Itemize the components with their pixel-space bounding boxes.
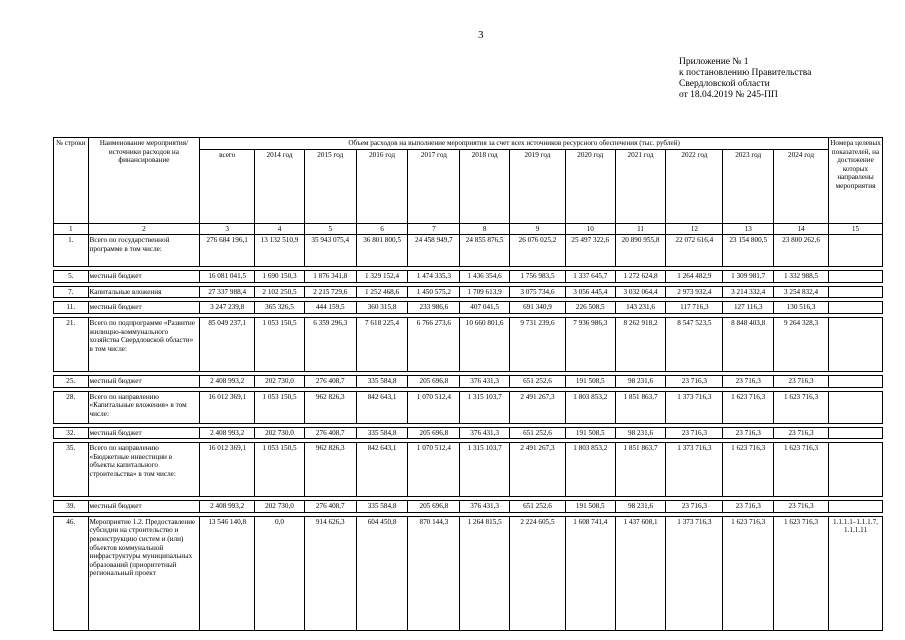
row-value: 1 803 853,2 xyxy=(565,443,615,497)
row-value: 23 716,3 xyxy=(774,375,829,387)
row-value: 1 803 853,2 xyxy=(565,391,615,423)
row-targets xyxy=(829,317,883,371)
row-targets xyxy=(829,271,883,283)
row-value: 1 623 716,3 xyxy=(774,443,829,497)
row-value: 3 247 239,8 xyxy=(200,302,255,314)
row-value: 2 408 993,2 xyxy=(200,427,255,439)
row-targets xyxy=(829,302,883,314)
row-value: 23 716,3 xyxy=(666,375,723,387)
row-value: 226 508,5 xyxy=(565,302,615,314)
row-name: Всего по государственной программе в том числе: xyxy=(88,235,200,267)
row-value: 191 508,5 xyxy=(565,427,615,439)
column-index: 15 xyxy=(829,223,883,235)
row-value: 202 730,0 xyxy=(255,427,305,439)
row-name: Всего по направлению «Бюджетные инвестиции в объекты капитального строительства» в том числе: xyxy=(88,443,200,497)
row-value: 842 643,1 xyxy=(356,443,408,497)
row-value: 1 053 150,5 xyxy=(255,391,305,423)
row-value: 962 826,3 xyxy=(304,443,356,497)
row-value: 13 132 510,9 xyxy=(255,235,305,267)
table-row xyxy=(54,235,883,267)
row-value: 1 332 988,5 xyxy=(774,271,829,283)
row-name: Всего по направлению «Капитальные вложения» в том числе: xyxy=(88,391,200,423)
row-value: 365 326,5 xyxy=(255,302,305,314)
column-index: 12 xyxy=(666,223,723,235)
row-number: 7. xyxy=(54,286,89,298)
row-value: 276 684 196,1 xyxy=(200,235,255,267)
row-name: местный бюджет xyxy=(88,501,200,513)
row-value: 1 623 716,3 xyxy=(774,516,829,630)
table-row xyxy=(54,317,883,371)
column-index-row xyxy=(54,223,883,235)
expenditure-table xyxy=(53,137,883,631)
row-value: 205 696,8 xyxy=(408,501,460,513)
row-value: 2 102 250,5 xyxy=(255,286,305,298)
appendix-line: Приложение № 1 xyxy=(679,57,749,67)
row-value: 36 801 800,5 xyxy=(356,235,408,267)
column-index: 2 xyxy=(88,223,200,235)
row-value: 914 626,3 xyxy=(304,516,356,630)
row-value: 23 716,3 xyxy=(774,427,829,439)
row-value: 376 431,3 xyxy=(460,427,510,439)
column-index: 11 xyxy=(615,223,666,235)
row-value: 23 716,3 xyxy=(666,501,723,513)
row-targets xyxy=(829,443,883,497)
row-targets xyxy=(829,375,883,387)
row-value: 1 373 716,3 xyxy=(666,443,723,497)
row-value: 7 618 225,4 xyxy=(356,317,408,371)
row-value: 233 986,6 xyxy=(408,302,460,314)
row-value: 870 144,3 xyxy=(408,516,460,630)
row-value: 335 584,8 xyxy=(356,427,408,439)
row-value: 23 716,3 xyxy=(666,427,723,439)
column-index: 13 xyxy=(723,223,774,235)
row-name: местный бюджет xyxy=(88,302,200,314)
row-targets xyxy=(829,286,883,298)
table-row xyxy=(54,286,883,298)
page-number: 3 xyxy=(478,29,484,41)
header-year: 2014 год xyxy=(255,149,305,223)
row-value: 23 716,3 xyxy=(723,375,774,387)
row-value: 2 408 993,2 xyxy=(200,375,255,387)
row-value: 1 373 716,3 xyxy=(666,516,723,630)
row-value: 2 973 932,4 xyxy=(666,286,723,298)
row-value: 376 431,3 xyxy=(460,501,510,513)
row-value: 9 264 328,3 xyxy=(774,317,829,371)
row-number: 32. xyxy=(54,427,89,439)
row-value: 1 623 716,3 xyxy=(723,516,774,630)
column-index: 4 xyxy=(255,223,305,235)
column-index: 14 xyxy=(774,223,829,235)
header-targets: Номера целевых показателей, на достижение которых направлены мероприятия xyxy=(829,138,883,224)
row-value: 23 154 800,5 xyxy=(723,235,774,267)
header-name: Наименование мероприятия/ источники расходов на финансирование xyxy=(88,138,200,224)
table-row xyxy=(54,302,883,314)
row-value: 1 437 608,1 xyxy=(615,516,666,630)
header-year: 2022 год xyxy=(666,149,723,223)
row-value: 127 116,3 xyxy=(723,302,774,314)
row-value: 98 231,6 xyxy=(615,427,666,439)
row-value: 276 408,7 xyxy=(304,375,356,387)
row-value: 360 315,8 xyxy=(356,302,408,314)
row-value: 1 053 150,5 xyxy=(255,443,305,497)
appendix-line: к постановлению Правительства xyxy=(679,68,812,78)
row-value: 1 373 716,3 xyxy=(666,391,723,423)
row-value: 8 547 523,5 xyxy=(666,317,723,371)
row-value: 22 072 616,4 xyxy=(666,235,723,267)
appendix-line: Свердловской области xyxy=(679,79,770,89)
row-value: 3 075 734,6 xyxy=(510,286,566,298)
row-value: 2 215 729,6 xyxy=(304,286,356,298)
row-value: 335 584,8 xyxy=(356,375,408,387)
row-value: 130 516,3 xyxy=(774,302,829,314)
row-value: 202 730,0 xyxy=(255,375,305,387)
header-year: 2017 год xyxy=(408,149,460,223)
row-value: 1 851 863,7 xyxy=(615,391,666,423)
row-value: 23 800 262,6 xyxy=(774,235,829,267)
row-name: местный бюджет xyxy=(88,427,200,439)
row-value: 2 224 605,5 xyxy=(510,516,566,630)
row-value: 3 032 064,4 xyxy=(615,286,666,298)
column-index: 1 xyxy=(54,223,89,235)
header-year: 2019 год xyxy=(510,149,566,223)
row-value: 23 716,3 xyxy=(774,501,829,513)
row-value: 202 730,0 xyxy=(255,501,305,513)
row-targets xyxy=(829,235,883,267)
column-index: 5 xyxy=(304,223,356,235)
row-value: 0,0 xyxy=(255,516,305,630)
row-value: 1 264 482,9 xyxy=(666,271,723,283)
row-targets xyxy=(829,391,883,423)
row-value: 1 264 815,5 xyxy=(460,516,510,630)
row-number: 46. xyxy=(54,516,89,630)
row-value: 1 709 613,9 xyxy=(460,286,510,298)
row-value: 1 851 863,7 xyxy=(615,443,666,497)
header-year: 2015 год xyxy=(304,149,356,223)
row-number: 5. xyxy=(54,271,89,283)
row-value: 1 756 983,5 xyxy=(510,271,566,283)
table-row xyxy=(54,391,883,423)
row-value: 1 252 468,6 xyxy=(356,286,408,298)
row-value: 651 252,6 xyxy=(510,375,566,387)
row-value: 16 012 369,1 xyxy=(200,443,255,497)
row-value: 27 337 988,4 xyxy=(200,286,255,298)
row-value: 8 262 918,2 xyxy=(615,317,666,371)
row-value: 20 890 955,8 xyxy=(615,235,666,267)
row-value: 7 936 986,3 xyxy=(565,317,615,371)
row-value: 9 731 239,6 xyxy=(510,317,566,371)
header-year: 2024 год xyxy=(774,149,829,223)
appendix-block xyxy=(679,57,811,101)
row-value: 376 431,3 xyxy=(460,375,510,387)
row-value: 276 408,7 xyxy=(304,501,356,513)
row-value: 1 608 741,4 xyxy=(565,516,615,630)
row-value: 3 214 332,4 xyxy=(723,286,774,298)
row-value: 26 076 025,2 xyxy=(510,235,566,267)
row-value: 444 159,5 xyxy=(304,302,356,314)
row-value: 143 231,6 xyxy=(615,302,666,314)
row-name: местный бюджет xyxy=(88,271,200,283)
row-value: 2 491 267,3 xyxy=(510,443,566,497)
row-value: 23 716,3 xyxy=(723,427,774,439)
row-number: 28. xyxy=(54,391,89,423)
table-row xyxy=(54,501,883,513)
row-value: 335 584,8 xyxy=(356,501,408,513)
row-value: 98 231,6 xyxy=(615,501,666,513)
row-value: 25 497 322,6 xyxy=(565,235,615,267)
row-value: 842 643,1 xyxy=(356,391,408,423)
column-index: 3 xyxy=(200,223,255,235)
row-value: 117 716,3 xyxy=(666,302,723,314)
header-year: 2021 год xyxy=(615,149,666,223)
row-number: 39. xyxy=(54,501,89,513)
header-volume: Объем расходов на выполнение мероприятия за счет всех источников ресурсного обеспечения (тыс. рублей) xyxy=(200,138,829,150)
header-year: 2016 год xyxy=(356,149,408,223)
row-value: 276 408,7 xyxy=(304,427,356,439)
row-value: 1 876 341,8 xyxy=(304,271,356,283)
appendix-line: от 18.04.2019 № 245-ПП xyxy=(679,90,778,100)
table-row xyxy=(54,516,883,630)
row-value: 3 056 445,4 xyxy=(565,286,615,298)
table-row xyxy=(54,443,883,497)
row-value: 24 458 949,7 xyxy=(408,235,460,267)
row-value: 191 508,5 xyxy=(565,375,615,387)
column-index: 9 xyxy=(510,223,566,235)
row-value: 691 340,9 xyxy=(510,302,566,314)
column-index: 7 xyxy=(408,223,460,235)
row-value: 3 254 832,4 xyxy=(774,286,829,298)
row-targets: 1.1.1.1–1.1.1.7, 1.1.1.11 xyxy=(829,516,883,630)
row-name: Мероприятие 1.2. Предоставление субсидии на строительство и реконструкцию систем и (или) объектов коммунальной инфраструктуры муниципальных образований (приоритетный региональный проект xyxy=(88,516,200,630)
row-targets xyxy=(829,501,883,513)
row-value: 1 436 354,6 xyxy=(460,271,510,283)
header-year: 2020 год xyxy=(565,149,615,223)
row-value: 1 070 512,4 xyxy=(408,391,460,423)
row-value: 24 855 876,5 xyxy=(460,235,510,267)
row-value: 1 272 624,8 xyxy=(615,271,666,283)
row-value: 6 359 296,3 xyxy=(304,317,356,371)
row-value: 205 696,8 xyxy=(408,375,460,387)
column-index: 10 xyxy=(565,223,615,235)
table-row xyxy=(54,375,883,387)
row-number: 1. xyxy=(54,235,89,267)
header-total: всего xyxy=(200,149,255,223)
row-value: 23 716,3 xyxy=(723,501,774,513)
row-value: 1 337 645,7 xyxy=(565,271,615,283)
row-number: 21. xyxy=(54,317,89,371)
row-value: 2 408 993,2 xyxy=(200,501,255,513)
row-value: 35 943 075,4 xyxy=(304,235,356,267)
row-value: 962 826,3 xyxy=(304,391,356,423)
row-value: 16 012 369,1 xyxy=(200,391,255,423)
row-value: 85 049 237,1 xyxy=(200,317,255,371)
row-value: 13 546 140,8 xyxy=(200,516,255,630)
row-value: 1 623 716,3 xyxy=(723,443,774,497)
row-value: 1 623 716,3 xyxy=(774,391,829,423)
column-index: 8 xyxy=(460,223,510,235)
row-targets xyxy=(829,427,883,439)
row-value: 1 053 150,5 xyxy=(255,317,305,371)
table-row xyxy=(54,427,883,439)
row-value: 1 315 103,7 xyxy=(460,391,510,423)
row-number: 35. xyxy=(54,443,89,497)
row-value: 191 508,5 xyxy=(565,501,615,513)
row-value: 407 041,5 xyxy=(460,302,510,314)
row-value: 8 848 403,8 xyxy=(723,317,774,371)
row-value: 1 070 512,4 xyxy=(408,443,460,497)
row-value: 1 690 150,3 xyxy=(255,271,305,283)
table-row xyxy=(54,271,883,283)
row-value: 10 660 801,6 xyxy=(460,317,510,371)
row-name: Капитальные вложения xyxy=(88,286,200,298)
header-year: 2018 год xyxy=(460,149,510,223)
row-value: 1 309 981,7 xyxy=(723,271,774,283)
row-number: 25. xyxy=(54,375,89,387)
row-value: 205 696,8 xyxy=(408,427,460,439)
header-row-number: № строки xyxy=(54,138,89,224)
row-value: 651 252,6 xyxy=(510,501,566,513)
row-value: 6 766 273,6 xyxy=(408,317,460,371)
header-year: 2023 год xyxy=(723,149,774,223)
row-value: 16 081 041,5 xyxy=(200,271,255,283)
row-value: 1 315 103,7 xyxy=(460,443,510,497)
row-value: 1 329 152,4 xyxy=(356,271,408,283)
row-value: 1 474 335,3 xyxy=(408,271,460,283)
row-name: Всего по подпрограмме «Развитие жилищно-коммунального хозяйства Свердловской области» в том числе: xyxy=(88,317,200,371)
row-value: 1 450 575,2 xyxy=(408,286,460,298)
row-number: 11. xyxy=(54,302,89,314)
row-value: 2 491 267,3 xyxy=(510,391,566,423)
row-value: 651 252,6 xyxy=(510,427,566,439)
row-value: 98 231,6 xyxy=(615,375,666,387)
column-index: 6 xyxy=(356,223,408,235)
row-value: 604 450,8 xyxy=(356,516,408,630)
row-value: 1 623 716,3 xyxy=(723,391,774,423)
row-name: местный бюджет xyxy=(88,375,200,387)
